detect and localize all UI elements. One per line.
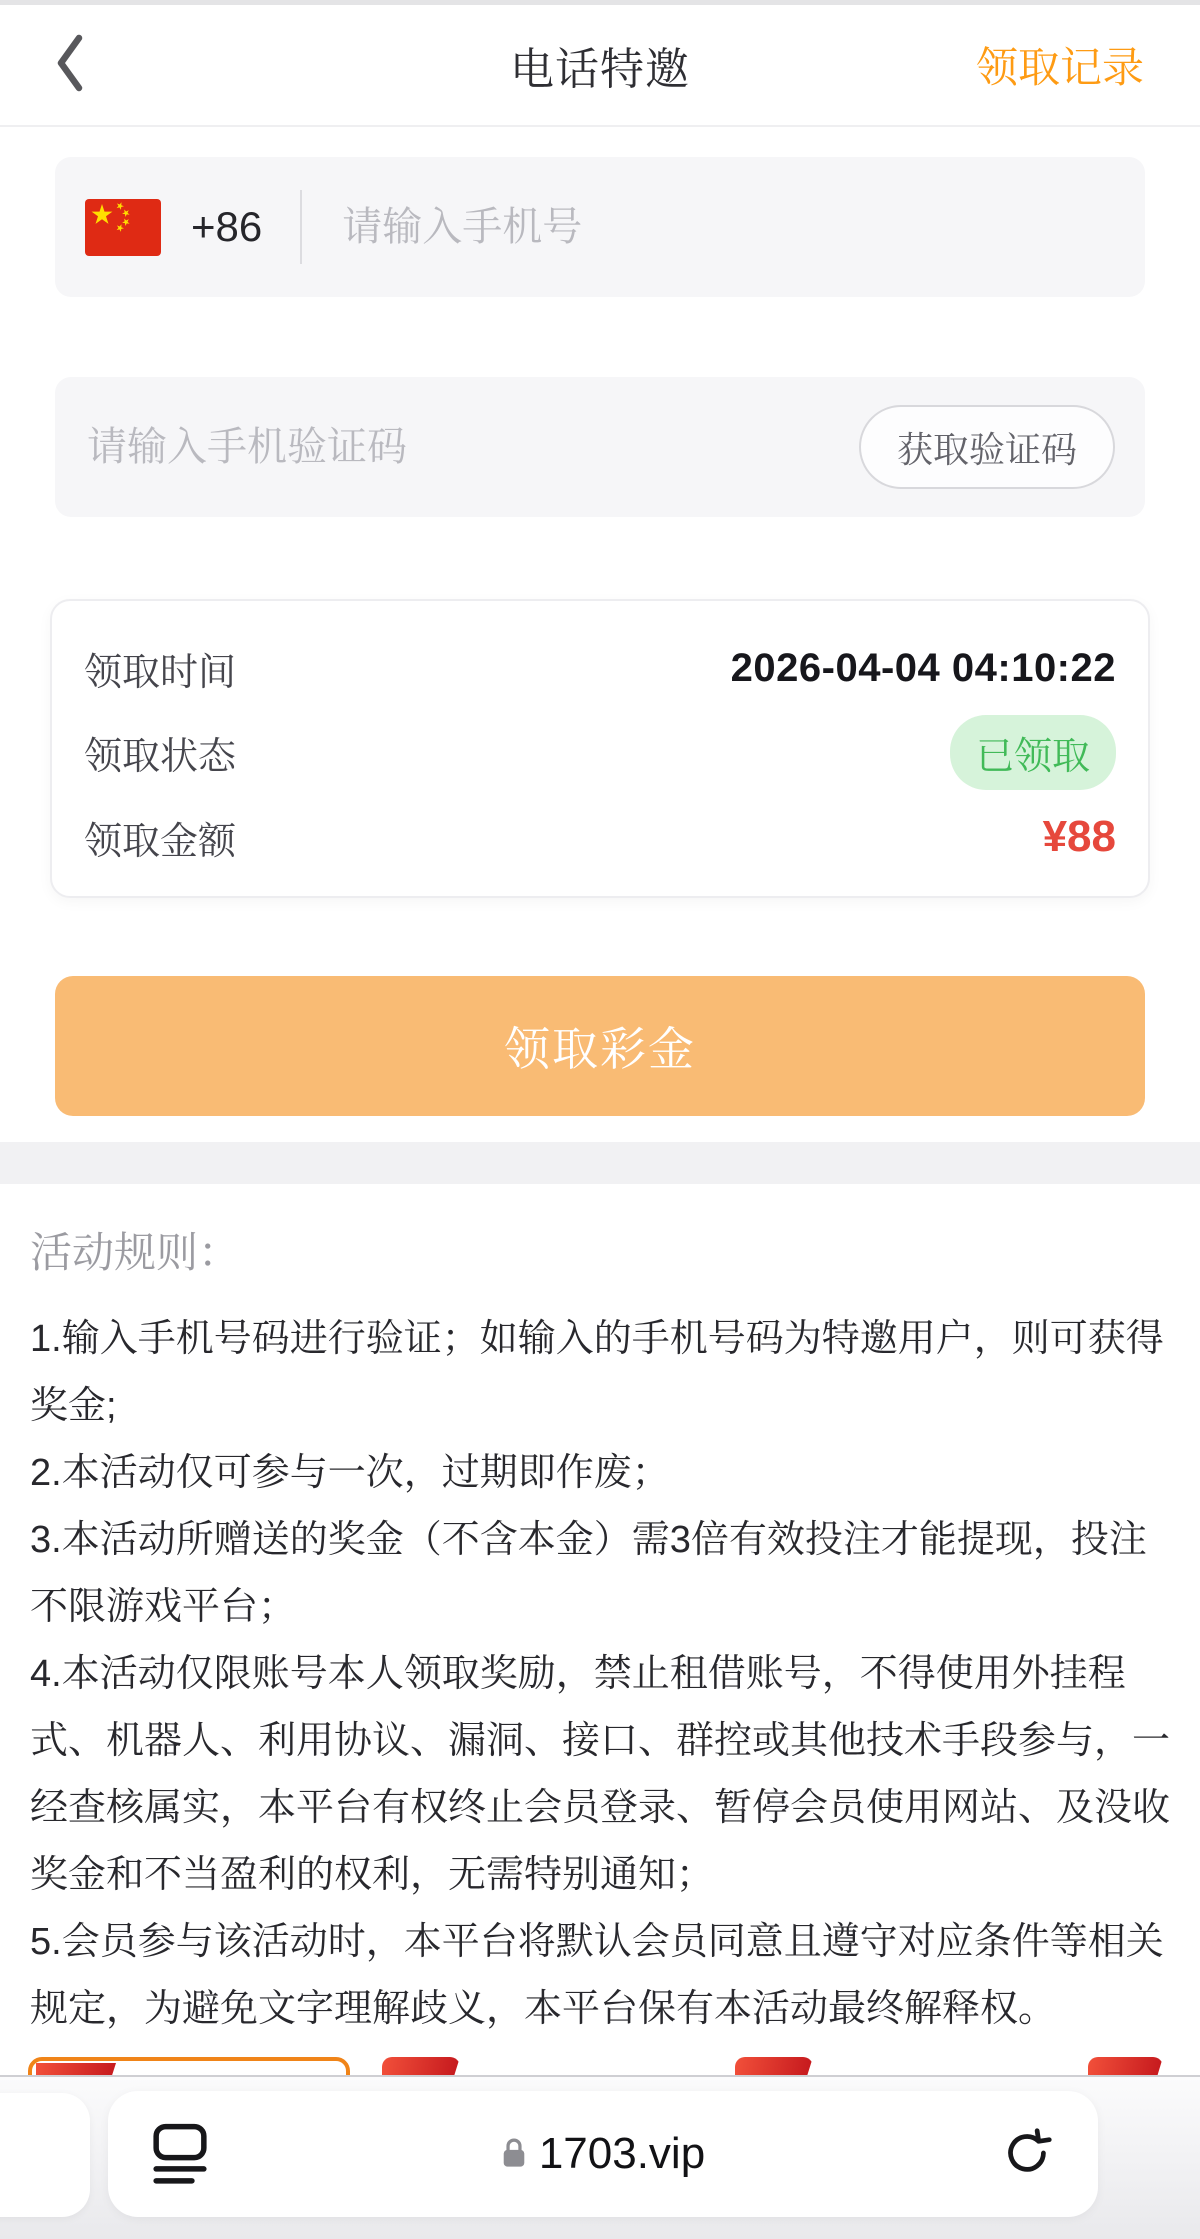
browser-bottom-bar bbox=[0, 2075, 1200, 2239]
phone-input[interactable] bbox=[340, 204, 1115, 251]
country-code[interactable]: +86 bbox=[191, 203, 263, 250]
activity-tab-ribbon bbox=[36, 2063, 116, 2075]
url-text: 1703.vip bbox=[538, 2129, 706, 2178]
rule-item: 3.本活动所赠送的奖金（不含本金）需3倍有效投注才能提现，投注不限游戏平台； bbox=[30, 1519, 1147, 1628]
claim-time-value: 2026-04-04 04:10:22 bbox=[730, 645, 1116, 690]
claim-form-section bbox=[0, 127, 1200, 1142]
claim-record-link[interactable]: 领取记录 bbox=[975, 44, 1144, 91]
rule-item: 2.本活动仅可参与一次，过期即作废； bbox=[30, 1452, 670, 1494]
code-input-row bbox=[55, 377, 1145, 517]
rule-item: 4.本活动仅限账号本人领取奖励，禁止租借账号，不得使用外挂程式、机器人、利用协议、漏洞、接口、群控或其他技术手段参与，一经查核属实，本平台有权终止会员登录、暂停会员使用网站、及没收奖金和不当盈利的权利，无需特别通知； bbox=[30, 1653, 1171, 1896]
claim-bonus-button[interactable]: 领取彩金 bbox=[55, 976, 1145, 1116]
page-layout-icon[interactable] bbox=[152, 2123, 208, 2185]
page-title: 电话特邀 bbox=[510, 45, 690, 94]
status-badge: 已领取 bbox=[950, 715, 1116, 790]
verification-code-input[interactable] bbox=[85, 424, 859, 471]
claim-status-row bbox=[84, 715, 1116, 790]
claim-amount-value: ¥88 bbox=[1042, 812, 1116, 861]
address-bar[interactable] bbox=[108, 2091, 1098, 2217]
get-code-button[interactable]: 获取验证码 bbox=[859, 405, 1115, 489]
claim-status-label: 领取状态 bbox=[84, 736, 237, 778]
claim-amount-row bbox=[84, 804, 1116, 870]
reload-icon[interactable] bbox=[1000, 2125, 1054, 2181]
rule-item: 1.输入手机号码进行验证；如输入的手机号码为特邀用户，则可获得奖金; bbox=[30, 1318, 1164, 1427]
activity-tab[interactable] bbox=[1088, 2057, 1163, 2075]
rule-item: 5.会员参与该活动时，本平台将默认会员同意且遵守对应条件等相关规定，为避免文字理解歧义，本平台保有本活动最终解释权。 bbox=[30, 1921, 1164, 2030]
divider bbox=[300, 190, 302, 264]
activity-tab-selected[interactable] bbox=[28, 2057, 350, 2075]
rules-title: 活动规则： bbox=[30, 1229, 241, 1276]
page-header bbox=[0, 5, 1200, 127]
section-divider bbox=[0, 1142, 1200, 1184]
phone-input-row bbox=[55, 157, 1145, 297]
lock-icon bbox=[501, 2135, 527, 2174]
claim-time-label: 领取时间 bbox=[84, 651, 237, 694]
claim-time-row bbox=[84, 635, 1116, 701]
rules-section bbox=[0, 1184, 1200, 2043]
activity-tab[interactable] bbox=[735, 2057, 813, 2075]
page-content bbox=[0, 127, 1200, 2075]
claim-amount-label: 领取金额 bbox=[84, 820, 237, 863]
china-flag-icon bbox=[85, 199, 161, 256]
url-display bbox=[501, 2129, 705, 2179]
adjacent-tab-stub[interactable] bbox=[0, 2093, 90, 2217]
activity-tab[interactable] bbox=[382, 2057, 460, 2075]
activity-tabs-teaser bbox=[0, 2057, 1200, 2075]
claim-info-card bbox=[50, 599, 1150, 898]
